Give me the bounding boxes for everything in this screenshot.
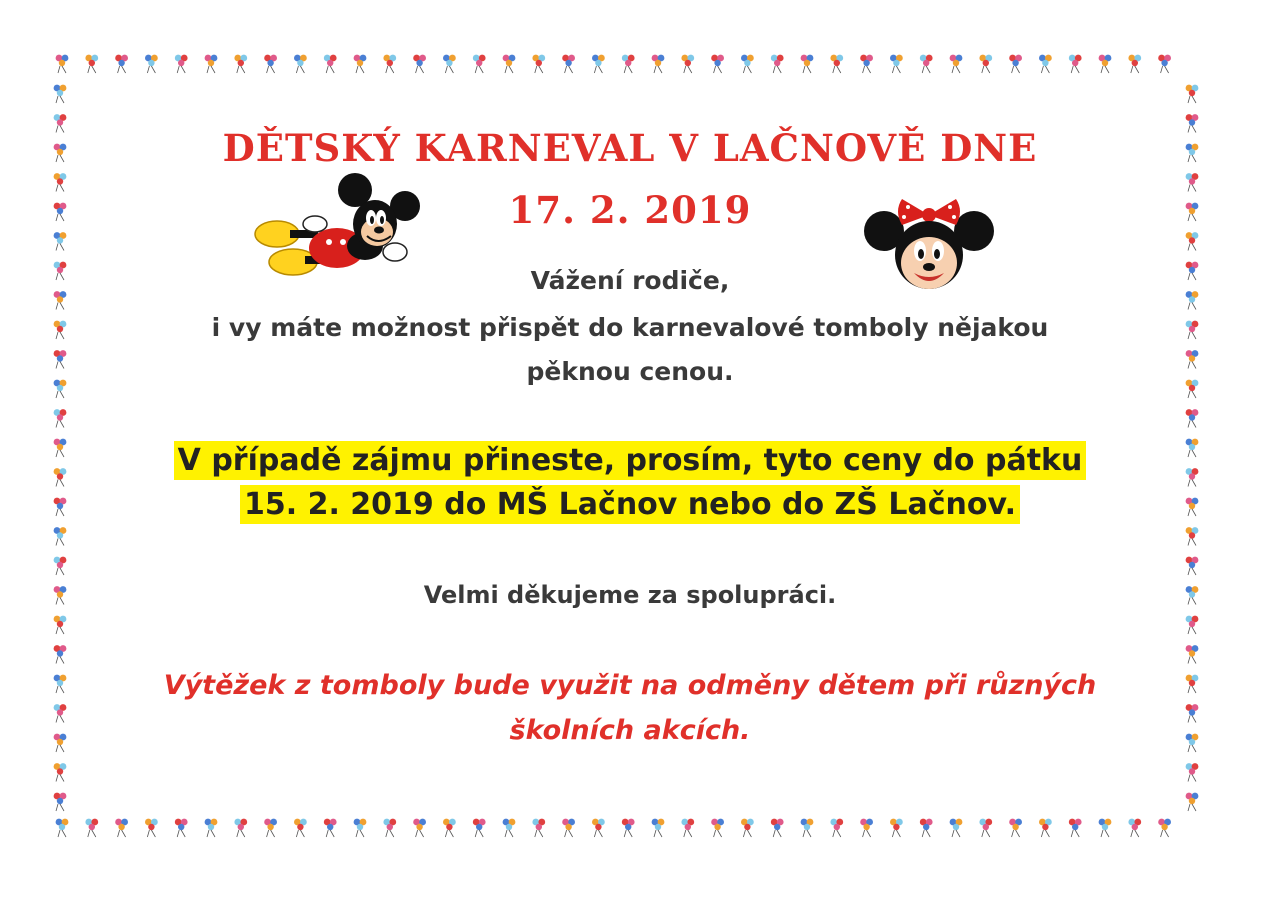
balloon-icon <box>354 55 367 73</box>
balloon-icon <box>652 55 665 73</box>
balloon-icon <box>145 55 158 73</box>
balloon-icon <box>54 557 67 575</box>
balloon-icon <box>1069 55 1082 73</box>
balloon-icon <box>175 55 188 73</box>
balloon-icon <box>234 819 247 837</box>
balloon-icon <box>830 55 843 73</box>
balloon-icon <box>562 819 575 837</box>
balloon-icon <box>652 819 665 837</box>
balloon-icon <box>622 819 635 837</box>
balloon-icon <box>85 55 98 73</box>
highlight-line-2-wrap <box>0 487 1260 522</box>
balloon-icon <box>443 55 456 73</box>
balloon-icon <box>56 819 69 837</box>
balloon-icon <box>473 819 486 837</box>
balloon-icon <box>920 819 933 837</box>
balloon-icon <box>1099 819 1112 837</box>
balloon-icon <box>324 55 337 73</box>
body-line-1: i vy máte možnost přispět do karnevalové tomboly nějakou <box>211 313 1049 342</box>
balloon-icon <box>801 819 814 837</box>
balloon-icon <box>979 819 992 837</box>
balloon-icon <box>1186 527 1199 545</box>
balloon-icon <box>681 55 694 73</box>
note-line-2: školních akcích. <box>509 715 751 746</box>
balloon-icon <box>920 55 933 73</box>
balloon-icon <box>801 55 814 73</box>
balloon-icon <box>562 55 575 73</box>
balloon-icon <box>890 55 903 73</box>
highlight-line-2: 15. 2. 2019 do MŠ Lačnov nebo do ZŠ Lačnov. <box>240 485 1020 524</box>
balloon-icon <box>54 616 67 634</box>
balloon-icon <box>54 793 67 811</box>
balloon-icon <box>85 819 98 837</box>
balloon-icon <box>1039 55 1052 73</box>
balloon-icon <box>592 55 605 73</box>
balloon-icon <box>205 819 218 837</box>
balloon-icon <box>711 55 724 73</box>
balloon-icon <box>711 819 724 837</box>
balloon-icon <box>54 409 67 427</box>
balloon-icon <box>145 819 158 837</box>
balloon-icon <box>1009 819 1022 837</box>
body-line-2: pěknou cenou. <box>526 357 734 386</box>
balloon-icon <box>54 645 67 663</box>
note-line-1: Výtěžek z tomboly bude využit na odměny dětem při různých <box>163 670 1097 701</box>
balloon-icon <box>54 763 67 781</box>
balloon-icon <box>54 527 67 545</box>
balloon-icon <box>56 55 69 73</box>
balloon-icon <box>860 55 873 73</box>
balloon-icon <box>294 55 307 73</box>
balloon-icon <box>1128 819 1141 837</box>
balloon-icon <box>1158 819 1171 837</box>
balloon-icon <box>1128 55 1141 73</box>
balloon-icon <box>115 55 128 73</box>
balloon-icon <box>503 55 516 73</box>
balloon-icon <box>532 819 545 837</box>
balloon-icon <box>741 55 754 73</box>
balloon-icon <box>234 55 247 73</box>
balloon-icon <box>1069 819 1082 837</box>
balloon-icon <box>1039 819 1052 837</box>
highlight-line-1: V případě zájmu přineste, prosím, tyto ceny do pátku <box>174 441 1087 480</box>
balloon-icon <box>503 819 516 837</box>
balloon-icon <box>1186 645 1199 663</box>
balloon-icon <box>1186 793 1199 811</box>
greeting: Vážení rodiče, <box>530 266 730 295</box>
balloon-icon <box>950 55 963 73</box>
poster-title: DĚTSKÝ KARNEVAL V LAČNOVĚ DNE <box>222 126 1038 170</box>
balloon-icon <box>890 819 903 837</box>
thanks-text: Velmi děkujeme za spolupráci. <box>423 581 837 609</box>
balloon-icon <box>1186 409 1199 427</box>
balloon-icon <box>1186 557 1199 575</box>
balloon-icon <box>830 819 843 837</box>
balloon-icon <box>115 819 128 837</box>
balloon-icon <box>1186 763 1199 781</box>
balloon-icon <box>979 55 992 73</box>
balloon-icon <box>1186 616 1199 634</box>
balloon-icon <box>354 819 367 837</box>
balloon-icon <box>771 55 784 73</box>
balloon-icon <box>264 55 277 73</box>
balloon-icon <box>771 819 784 837</box>
balloon-icon <box>1158 55 1171 73</box>
poster-date: 17. 2. 2019 <box>508 188 752 232</box>
balloon-icon <box>324 819 337 837</box>
balloon-icon <box>264 819 277 837</box>
balloon-icon <box>413 819 426 837</box>
balloon-icon <box>473 55 486 73</box>
balloon-icon <box>1009 55 1022 73</box>
balloon-icon <box>741 819 754 837</box>
balloon-icon <box>1186 232 1199 250</box>
balloon-icon <box>1099 55 1112 73</box>
balloon-icon <box>532 55 545 73</box>
balloon-icon <box>383 55 396 73</box>
balloon-icon <box>413 55 426 73</box>
balloon-icon <box>950 819 963 837</box>
balloon-icon <box>54 232 67 250</box>
highlight-line-1-wrap <box>0 443 1260 478</box>
balloon-icon <box>205 55 218 73</box>
balloon-icon <box>860 819 873 837</box>
balloon-icon <box>681 819 694 837</box>
balloon-icon <box>622 55 635 73</box>
balloon-icon <box>443 819 456 837</box>
balloon-icon <box>54 85 67 103</box>
balloon-icon <box>294 819 307 837</box>
balloon-icon <box>175 819 188 837</box>
balloon-icon <box>383 819 396 837</box>
balloon-icon <box>1186 85 1199 103</box>
balloon-icon <box>592 819 605 837</box>
